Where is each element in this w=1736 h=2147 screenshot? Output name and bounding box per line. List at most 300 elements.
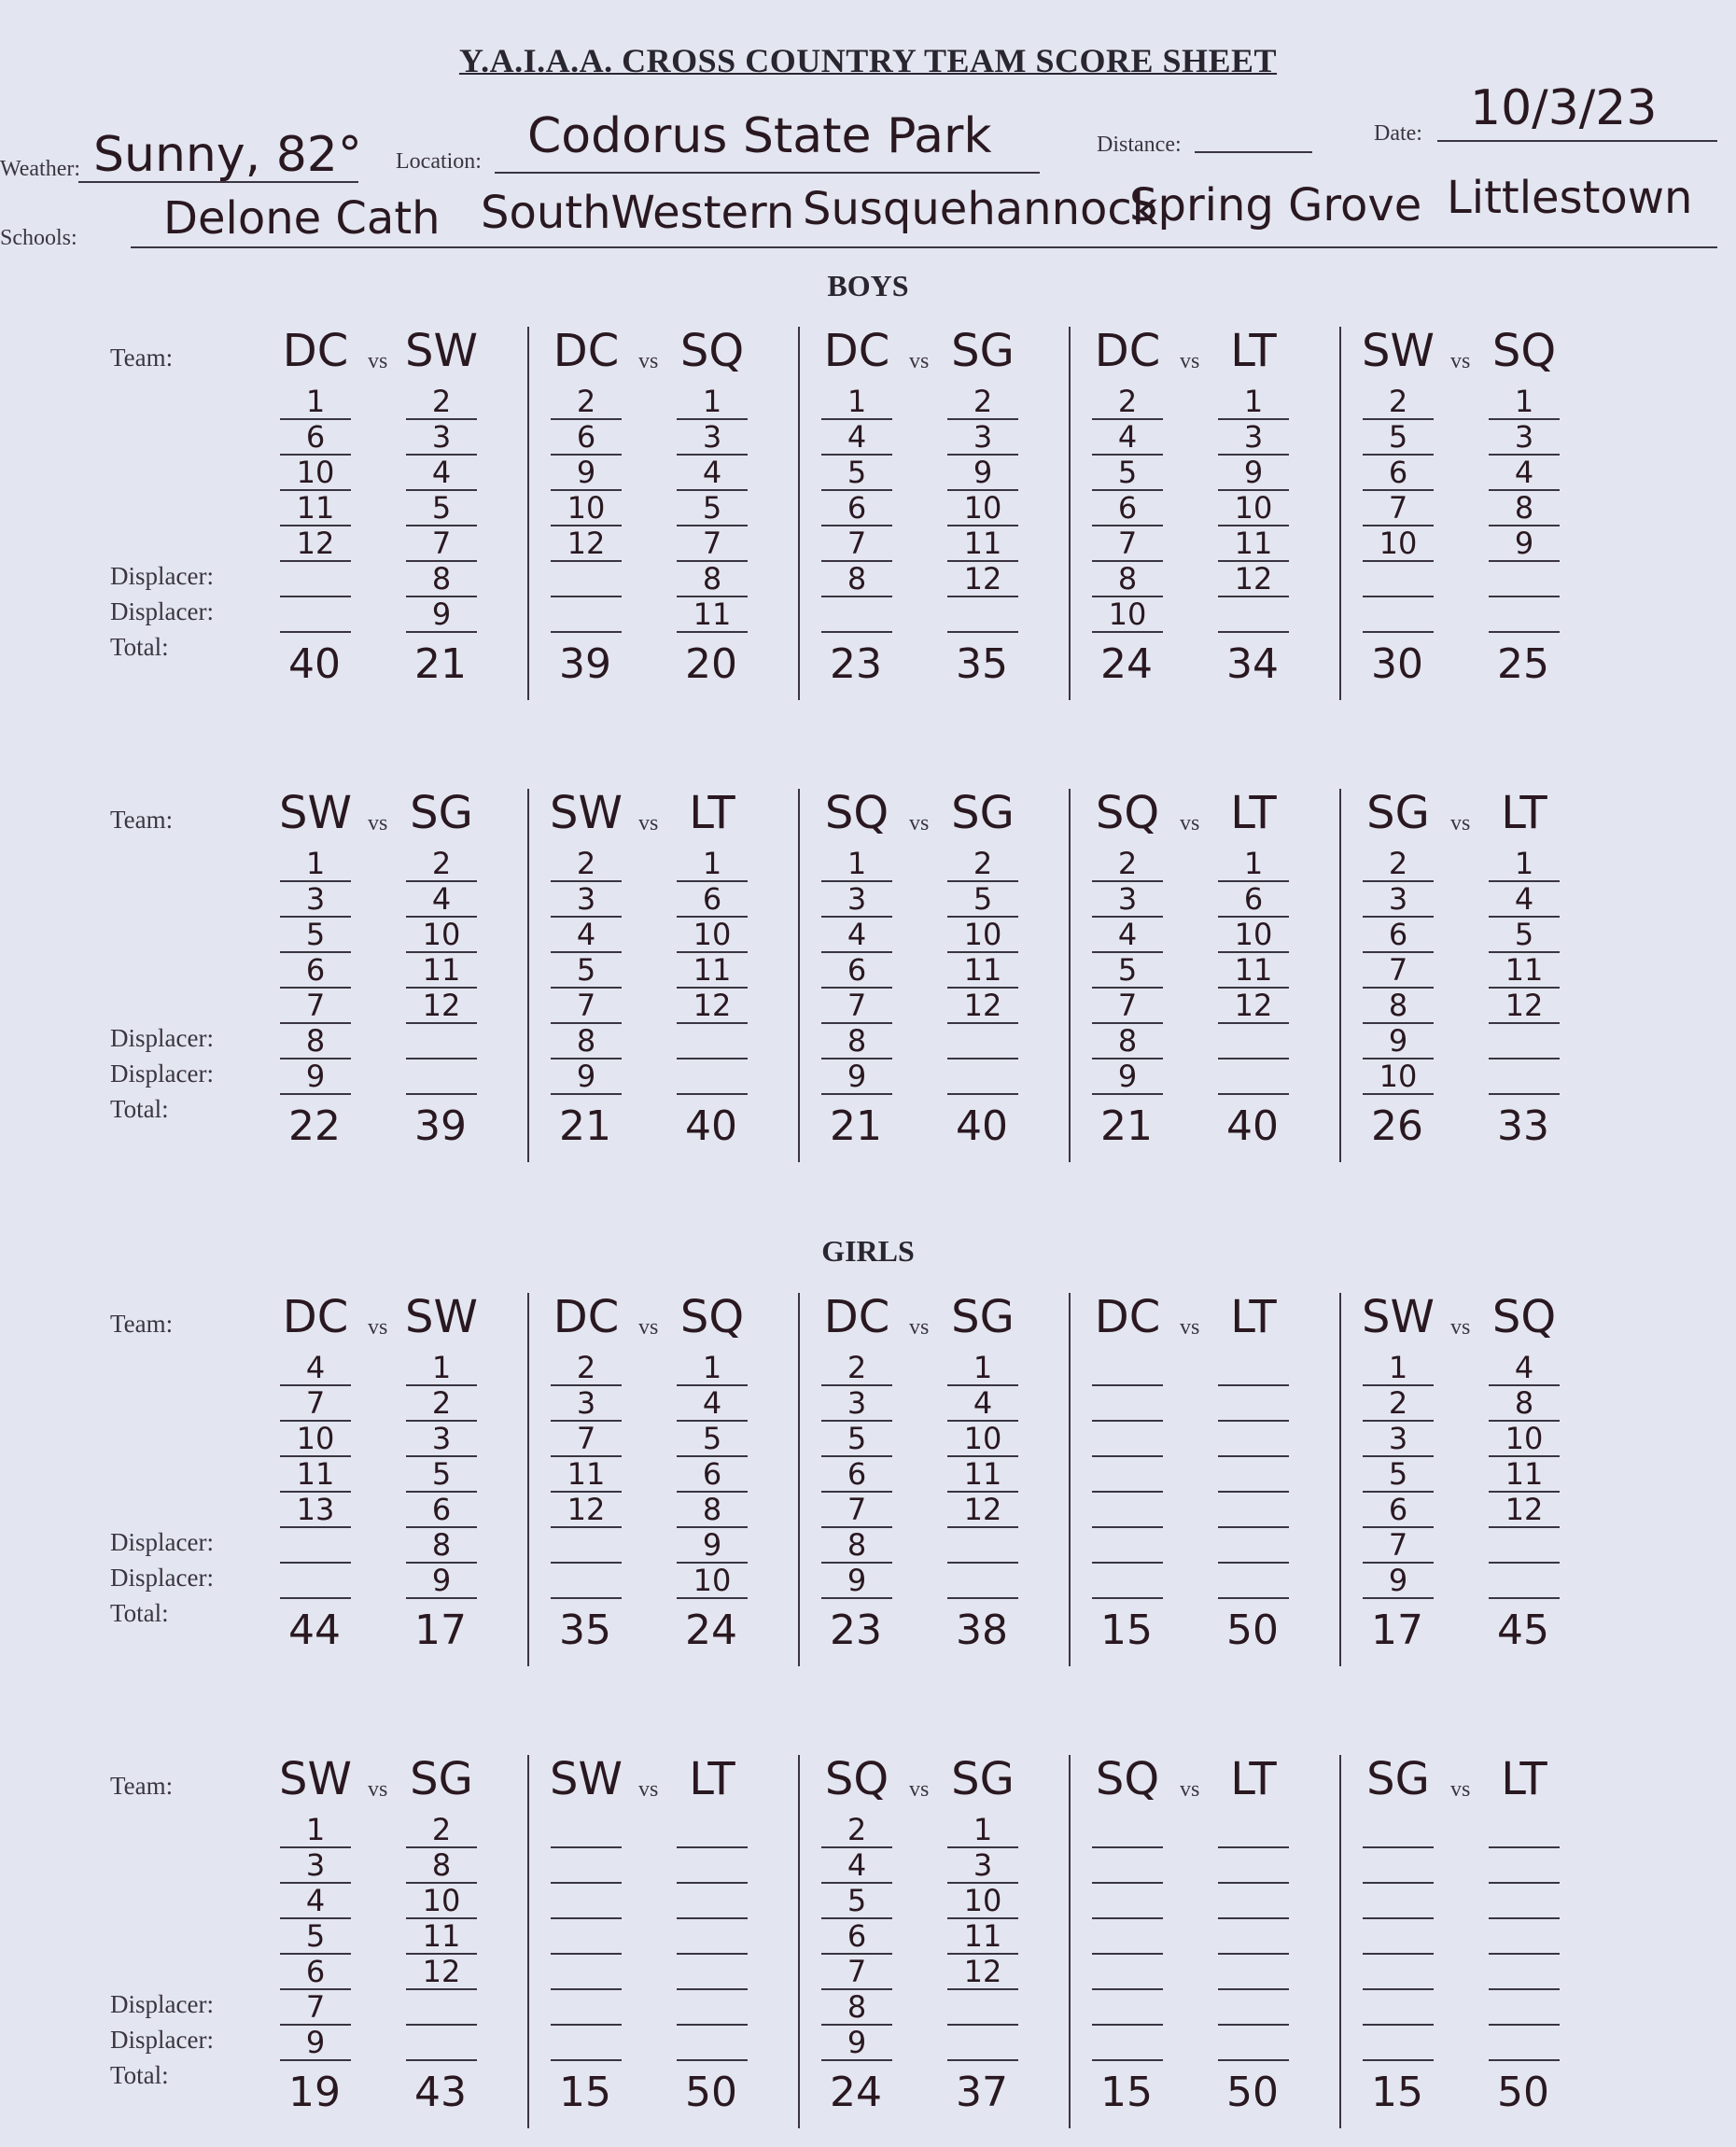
total-line xyxy=(947,2059,1018,2061)
team-total: 35 xyxy=(559,1607,611,1654)
team-total: 24 xyxy=(830,2069,882,2116)
column-divider xyxy=(527,1293,529,1666)
total-line xyxy=(947,1597,1018,1599)
score-block xyxy=(0,1736,1736,2147)
finish-place: 7 xyxy=(1092,989,1163,1024)
team-name: SW xyxy=(550,787,623,839)
column-divider xyxy=(1069,789,1071,1162)
finish-place: 3 xyxy=(280,882,351,918)
score-block xyxy=(0,1274,1736,1685)
date-label: Date: xyxy=(1374,121,1422,146)
team-name: SW xyxy=(405,325,478,377)
displacer-row-label: Displacer: xyxy=(110,1059,214,1088)
team-total: 15 xyxy=(1371,2069,1423,2116)
displacer-row-label: Displacer: xyxy=(110,1564,214,1592)
team-total: 22 xyxy=(288,1102,341,1150)
team-total: 15 xyxy=(1100,1607,1153,1654)
finish-place: 10 xyxy=(1363,526,1434,562)
team-total: 23 xyxy=(830,640,882,688)
team-name: SW xyxy=(550,1753,623,1805)
total-line xyxy=(821,1093,892,1095)
team-name: SW xyxy=(279,787,352,839)
team-name: LT xyxy=(1501,1753,1547,1805)
displacer-place xyxy=(1489,1564,1560,1599)
team-name: DC xyxy=(553,325,620,377)
team-total: 25 xyxy=(1497,640,1549,688)
vs-label: vs xyxy=(1450,349,1471,373)
finish-place: 3 xyxy=(1363,1422,1434,1457)
finish-place xyxy=(677,1884,748,1919)
displacer-place xyxy=(1363,562,1434,597)
total-line xyxy=(1363,631,1434,633)
finish-place: 4 xyxy=(947,1386,1018,1422)
finish-place: 11 xyxy=(1489,953,1560,989)
finish-place: 10 xyxy=(1218,491,1289,526)
finish-place: 3 xyxy=(821,1386,892,1422)
team-name: LT xyxy=(1501,787,1547,839)
school-name: Delone Cath xyxy=(163,192,441,245)
team-total: 50 xyxy=(1497,2069,1549,2116)
total-line xyxy=(1489,1597,1560,1599)
team-total: 33 xyxy=(1497,1102,1549,1150)
vs-label: vs xyxy=(1180,349,1200,373)
total-line xyxy=(551,1597,622,1599)
finish-place: 10 xyxy=(947,918,1018,953)
finish-place xyxy=(677,1813,748,1848)
total-line xyxy=(1092,1093,1163,1095)
displacer-place: 9 xyxy=(677,1528,748,1564)
weather-label: Weather: xyxy=(0,157,81,181)
displacer-row-label: Displacer: xyxy=(110,2026,214,2054)
total-line xyxy=(1489,2059,1560,2061)
team-name: SG xyxy=(410,1753,473,1805)
finish-place: 11 xyxy=(1489,1457,1560,1493)
displacer-place: 9 xyxy=(1363,1564,1434,1599)
vs-label: vs xyxy=(368,1777,388,1802)
total-line xyxy=(406,1093,477,1095)
total-line xyxy=(1092,1597,1163,1599)
dual-meet xyxy=(812,1736,1055,2147)
finish-place: 11 xyxy=(406,1919,477,1955)
displacer-place xyxy=(1363,597,1434,633)
column-divider xyxy=(527,789,529,1162)
team-total: 50 xyxy=(1226,2069,1279,2116)
finish-place: 10 xyxy=(947,491,1018,526)
finish-place: 12 xyxy=(551,1493,622,1528)
finish-place: 1 xyxy=(1218,385,1289,420)
column-divider xyxy=(1069,1293,1071,1666)
total-line xyxy=(821,2059,892,2061)
finish-place: 6 xyxy=(1218,882,1289,918)
finish-place: 7 xyxy=(1363,491,1434,526)
team-row-label: Team: xyxy=(110,806,174,834)
finish-place xyxy=(551,1813,622,1848)
finish-place: 6 xyxy=(677,882,748,918)
finish-place: 12 xyxy=(280,526,351,562)
total-line xyxy=(280,631,351,633)
finish-place: 1 xyxy=(821,385,892,420)
total-line xyxy=(551,1093,622,1095)
total-line xyxy=(280,1093,351,1095)
total-row-label: Total: xyxy=(110,2061,169,2089)
finish-place: 6 xyxy=(1363,456,1434,491)
total-line xyxy=(406,2059,477,2061)
finish-place: 12 xyxy=(406,989,477,1024)
displacer-row-label: Displacer: xyxy=(110,562,214,590)
dual-meet xyxy=(271,1274,513,1685)
team-name: SQ xyxy=(679,325,745,377)
total-line xyxy=(1489,631,1560,633)
displacer-place: 8 xyxy=(821,562,892,597)
displacer-place: 9 xyxy=(821,2026,892,2061)
finish-place: 1 xyxy=(1489,385,1560,420)
team-name: DC xyxy=(1094,1291,1161,1343)
displacer-place xyxy=(1489,2026,1560,2061)
finish-place: 6 xyxy=(280,1955,351,1990)
finish-place: 7 xyxy=(551,1422,622,1457)
displacer-place: 7 xyxy=(1363,1528,1434,1564)
displacer-place xyxy=(1489,597,1560,633)
finish-place: 1 xyxy=(677,847,748,882)
finish-place: 11 xyxy=(947,953,1018,989)
finish-place: 2 xyxy=(1092,385,1163,420)
sheet-title xyxy=(0,41,1736,80)
displacer-place xyxy=(406,2026,477,2061)
dual-meet xyxy=(541,1274,784,1685)
finish-place: 7 xyxy=(677,526,748,562)
finish-place xyxy=(677,1955,748,1990)
vs-label: vs xyxy=(1180,1777,1200,1802)
displacer-place xyxy=(280,562,351,597)
team-total: 37 xyxy=(956,2069,1008,2116)
finish-place: 10 xyxy=(1489,1422,1560,1457)
displacer-place xyxy=(947,2026,1018,2061)
finish-place: 1 xyxy=(1363,1351,1434,1386)
finish-place: 6 xyxy=(280,953,351,989)
displacer-place xyxy=(947,1059,1018,1095)
displacer-place xyxy=(1489,1024,1560,1059)
team-name: SG xyxy=(951,1291,1015,1343)
finish-place: 5 xyxy=(821,1422,892,1457)
team-total: 40 xyxy=(288,640,341,688)
team-name: SG xyxy=(1366,1753,1430,1805)
total-row-label: Total: xyxy=(110,633,169,661)
column-divider xyxy=(1339,1755,1341,2128)
displacer-place: 8 xyxy=(406,562,477,597)
displacer-row-label: Displacer: xyxy=(110,1990,214,2018)
finish-place xyxy=(1092,1955,1163,1990)
finish-place xyxy=(1218,1386,1289,1422)
total-line xyxy=(677,1093,748,1095)
total-line xyxy=(947,1093,1018,1095)
dual-meet xyxy=(1083,1274,1325,1685)
displacer-place xyxy=(1489,1528,1560,1564)
team-total: 40 xyxy=(956,1102,1008,1150)
finish-place xyxy=(1218,1493,1289,1528)
displacer-place xyxy=(1489,1059,1560,1095)
finish-place xyxy=(1092,1919,1163,1955)
finish-place: 1 xyxy=(947,1813,1018,1848)
finish-place: 1 xyxy=(947,1351,1018,1386)
finish-place: 11 xyxy=(947,526,1018,562)
finish-place: 11 xyxy=(551,1457,622,1493)
finish-place: 3 xyxy=(1489,420,1560,456)
finish-place: 10 xyxy=(280,1422,351,1457)
finish-place: 2 xyxy=(551,385,622,420)
school-name: Littlestown xyxy=(1447,172,1693,224)
schools-label: Schools: xyxy=(0,226,77,250)
distance-underline xyxy=(1195,151,1312,153)
finish-place: 4 xyxy=(1092,918,1163,953)
total-line xyxy=(406,631,477,633)
finish-place: 2 xyxy=(821,1351,892,1386)
total-line xyxy=(947,631,1018,633)
finish-place: 6 xyxy=(1092,491,1163,526)
finish-place: 4 xyxy=(1489,882,1560,918)
date-value: 10/3/23 xyxy=(1470,80,1658,136)
finish-place: 2 xyxy=(406,385,477,420)
team-total: 21 xyxy=(830,1102,882,1150)
dual-meet xyxy=(1083,1736,1325,2147)
vs-label: vs xyxy=(368,349,388,373)
total-line xyxy=(280,2059,351,2061)
displacer-place: 8 xyxy=(1092,1024,1163,1059)
finish-place: 11 xyxy=(280,1457,351,1493)
team-row-label: Team: xyxy=(110,1772,174,1800)
column-divider xyxy=(798,327,800,700)
finish-place xyxy=(1092,1457,1163,1493)
column-divider xyxy=(527,327,529,700)
finish-place: 7 xyxy=(821,526,892,562)
team-name: DC xyxy=(282,325,349,377)
team-name: SG xyxy=(1366,787,1430,839)
finish-place xyxy=(1218,1813,1289,1848)
finish-place: 1 xyxy=(677,385,748,420)
finish-place: 6 xyxy=(280,420,351,456)
team-name: SW xyxy=(1362,325,1435,377)
displacer-place: 12 xyxy=(1218,562,1289,597)
finish-place xyxy=(1489,1848,1560,1884)
finish-place: 11 xyxy=(280,491,351,526)
finish-place xyxy=(1489,1884,1560,1919)
total-line xyxy=(406,1597,477,1599)
finish-place: 2 xyxy=(551,1351,622,1386)
displacer-place: 8 xyxy=(821,1990,892,2026)
finish-place: 6 xyxy=(1363,918,1434,953)
dual-meet xyxy=(1353,308,1596,719)
finish-place: 3 xyxy=(677,420,748,456)
finish-place: 1 xyxy=(821,847,892,882)
team-name: SQ xyxy=(1491,325,1557,377)
displacer-place: 9 xyxy=(551,1059,622,1095)
finish-place xyxy=(1363,1884,1434,1919)
finish-place xyxy=(1489,1813,1560,1848)
finish-place: 10 xyxy=(677,918,748,953)
displacer-place: 9 xyxy=(280,1059,351,1095)
displacer-place xyxy=(947,1528,1018,1564)
dual-meet xyxy=(812,770,1055,1181)
finish-place: 10 xyxy=(551,491,622,526)
displacer-place xyxy=(947,597,1018,633)
team-name: SQ xyxy=(824,1753,889,1805)
vs-label: vs xyxy=(909,811,930,835)
displacer-row-label: Displacer: xyxy=(110,1528,214,1556)
displacer-place: 8 xyxy=(821,1528,892,1564)
displacer-place xyxy=(1092,2026,1163,2061)
total-line xyxy=(677,2059,748,2061)
column-divider xyxy=(1339,327,1341,700)
vs-label: vs xyxy=(638,349,659,373)
finish-place: 4 xyxy=(821,1848,892,1884)
displacer-place xyxy=(947,1990,1018,2026)
finish-place: 5 xyxy=(406,491,477,526)
finish-place: 10 xyxy=(406,918,477,953)
team-total: 21 xyxy=(559,1102,611,1150)
displacer-place xyxy=(1363,2026,1434,2061)
team-total: 40 xyxy=(685,1102,737,1150)
finish-place: 1 xyxy=(677,1351,748,1386)
finish-place: 5 xyxy=(551,953,622,989)
vs-label: vs xyxy=(368,1315,388,1340)
displacer-place: 8 xyxy=(677,562,748,597)
displacer-place: 9 xyxy=(280,2026,351,2061)
total-line xyxy=(677,631,748,633)
finish-place: 2 xyxy=(1363,1386,1434,1422)
finish-place: 5 xyxy=(1363,1457,1434,1493)
finish-place: 11 xyxy=(947,1919,1018,1955)
finish-place: 10 xyxy=(1218,918,1289,953)
finish-place xyxy=(1092,1386,1163,1422)
finish-place: 7 xyxy=(406,526,477,562)
vs-label: vs xyxy=(638,811,659,835)
finish-place xyxy=(1092,1884,1163,1919)
dual-meet xyxy=(1353,1274,1596,1685)
finish-place xyxy=(1092,1493,1163,1528)
total-line xyxy=(821,1597,892,1599)
dual-meet xyxy=(1083,308,1325,719)
team-name: SQ xyxy=(1095,1753,1160,1805)
finish-place xyxy=(1363,1848,1434,1884)
finish-place: 4 xyxy=(406,882,477,918)
displacer-place xyxy=(280,1564,351,1599)
column-divider xyxy=(1339,789,1341,1162)
team-total: 19 xyxy=(288,2069,341,2116)
displacer-place xyxy=(551,562,622,597)
finish-place xyxy=(677,1848,748,1884)
displacer-place xyxy=(280,1528,351,1564)
finish-place: 2 xyxy=(1092,847,1163,882)
school-name: Spring Grove xyxy=(1129,179,1422,232)
displacer-place xyxy=(947,1564,1018,1599)
finish-place xyxy=(1218,1955,1289,1990)
displacer-row-label: Displacer: xyxy=(110,1024,214,1052)
displacer-row-label: Displacer: xyxy=(110,597,214,625)
finish-place: 11 xyxy=(1218,526,1289,562)
team-total: 50 xyxy=(1226,1607,1279,1654)
vs-label: vs xyxy=(638,1315,659,1340)
team-name: LT xyxy=(1230,787,1277,839)
finish-place: 4 xyxy=(280,1884,351,1919)
total-line xyxy=(1363,1597,1434,1599)
finish-place: 4 xyxy=(821,420,892,456)
finish-place: 8 xyxy=(677,1493,748,1528)
finish-place: 6 xyxy=(551,420,622,456)
displacer-place: 10 xyxy=(1092,597,1163,633)
displacer-place: 9 xyxy=(406,1564,477,1599)
displacer-place xyxy=(551,597,622,633)
displacer-place: 8 xyxy=(280,1024,351,1059)
displacer-place xyxy=(677,1024,748,1059)
team-name: SW xyxy=(405,1291,478,1343)
displacer-place xyxy=(1489,1990,1560,2026)
displacer-place xyxy=(1363,1990,1434,2026)
team-total: 39 xyxy=(414,1102,467,1150)
displacer-place xyxy=(406,1990,477,2026)
finish-place: 5 xyxy=(1363,420,1434,456)
team-name: LT xyxy=(689,787,735,839)
total-row-label: Total: xyxy=(110,1599,169,1627)
vs-label: vs xyxy=(1450,1315,1471,1340)
finish-place: 10 xyxy=(947,1884,1018,1919)
finish-place: 6 xyxy=(1363,1493,1434,1528)
finish-place: 5 xyxy=(821,1884,892,1919)
finish-place: 7 xyxy=(821,989,892,1024)
displacer-place xyxy=(406,1024,477,1059)
team-total: 17 xyxy=(414,1607,467,1654)
displacer-place: 9 xyxy=(406,597,477,633)
finish-place xyxy=(551,1919,622,1955)
total-line xyxy=(1092,631,1163,633)
displacer-place: 9 xyxy=(1363,1024,1434,1059)
finish-place: 2 xyxy=(551,847,622,882)
team-name: LT xyxy=(689,1753,735,1805)
team-total: 23 xyxy=(830,1607,882,1654)
displacer-place xyxy=(947,1024,1018,1059)
finish-place: 12 xyxy=(947,989,1018,1024)
score-block xyxy=(0,770,1736,1181)
vs-label: vs xyxy=(909,1315,930,1340)
finish-place: 4 xyxy=(677,1386,748,1422)
finish-place: 5 xyxy=(1092,953,1163,989)
finish-place: 3 xyxy=(1218,420,1289,456)
team-total: 15 xyxy=(1100,2069,1153,2116)
finish-place: 9 xyxy=(947,456,1018,491)
total-line xyxy=(280,1597,351,1599)
finish-place: 3 xyxy=(406,420,477,456)
finish-place: 12 xyxy=(947,1955,1018,1990)
team-total: 40 xyxy=(1226,1102,1279,1150)
finish-place: 12 xyxy=(947,1493,1018,1528)
displacer-place xyxy=(1218,1059,1289,1095)
team-total: 34 xyxy=(1226,640,1279,688)
finish-place: 3 xyxy=(821,882,892,918)
displacer-place xyxy=(1218,2026,1289,2061)
column-divider xyxy=(1069,327,1071,700)
total-line xyxy=(1218,1093,1289,1095)
displacer-place: 8 xyxy=(821,1024,892,1059)
vs-label: vs xyxy=(909,349,930,373)
finish-place xyxy=(1218,1848,1289,1884)
finish-place: 11 xyxy=(406,953,477,989)
dual-meet xyxy=(541,308,784,719)
displacer-place: 8 xyxy=(406,1528,477,1564)
displacer-place xyxy=(406,1059,477,1095)
finish-place: 3 xyxy=(947,1848,1018,1884)
displacer-place xyxy=(677,1059,748,1095)
team-total: 30 xyxy=(1371,640,1423,688)
finish-place: 13 xyxy=(280,1493,351,1528)
team-total: 24 xyxy=(1100,640,1153,688)
